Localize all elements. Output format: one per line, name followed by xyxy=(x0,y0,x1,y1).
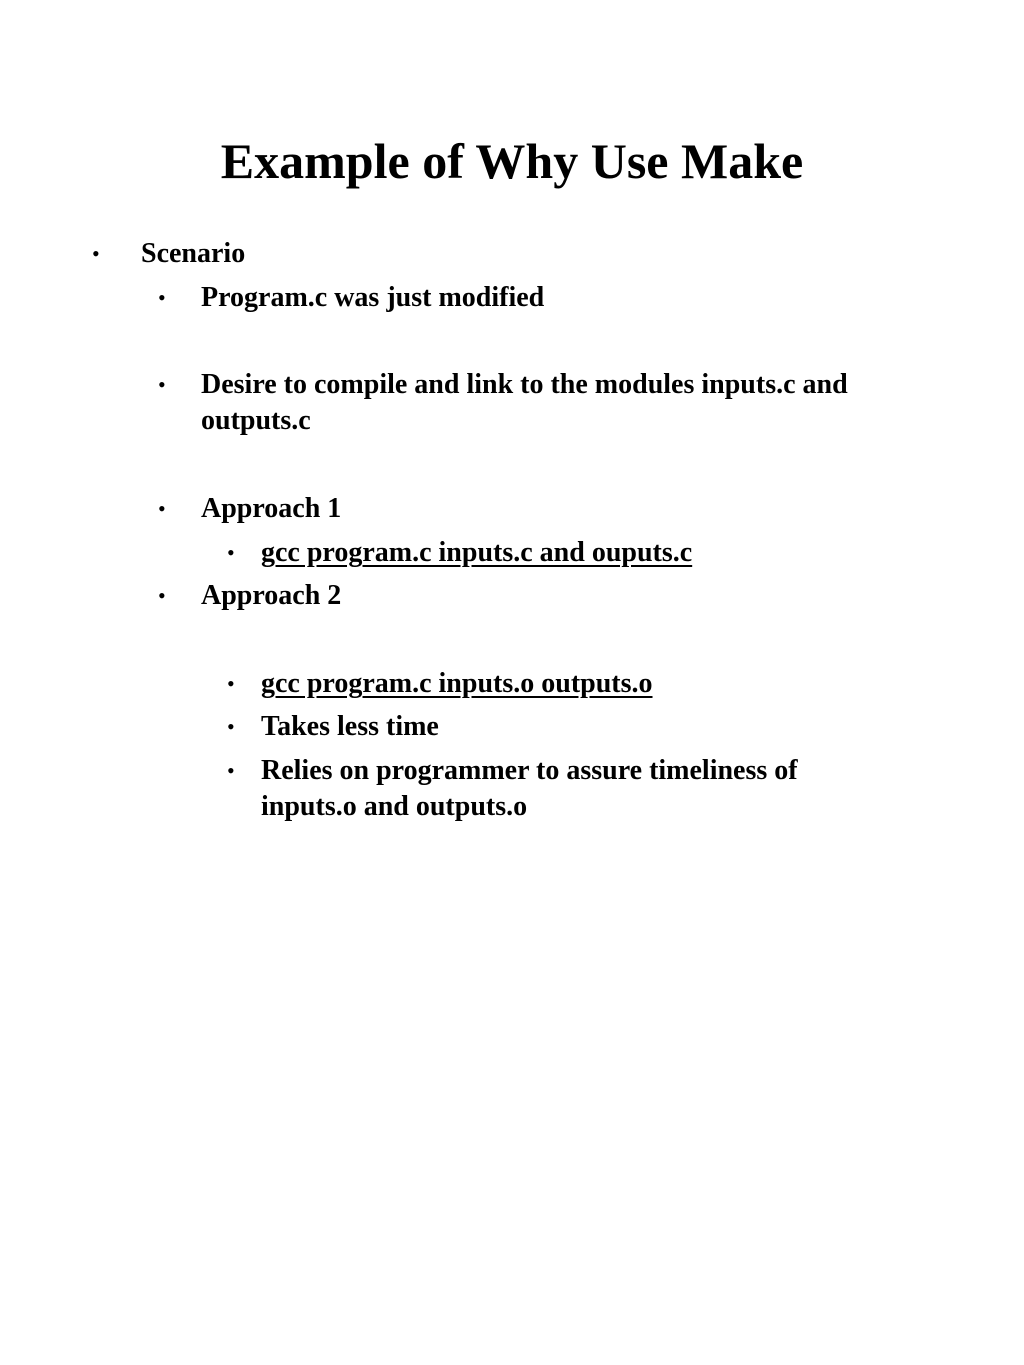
bullet-icon: • xyxy=(92,241,100,266)
bullet-icon: • xyxy=(227,671,235,696)
bullet-item-scenario: Scenario xyxy=(141,238,246,269)
bullet-icon: • xyxy=(158,583,166,608)
bullet-item-desire-compile: Desire to compile and link to the modules inputs.c and outputs.c xyxy=(201,369,848,436)
bullet-icon: • xyxy=(227,540,235,565)
bullet-item-approach-1: Approach 1 xyxy=(201,493,342,524)
bullet-icon: • xyxy=(227,714,235,739)
command-approach-1: gcc program.c inputs.c and ouputs.c xyxy=(261,537,693,568)
bullet-item-takes-less-time: Takes less time xyxy=(261,711,439,742)
bullet-icon: • xyxy=(227,758,235,783)
bullet-icon: • xyxy=(158,285,166,310)
bullet-icon: • xyxy=(158,372,166,397)
bullet-item-approach-2: Approach 2 xyxy=(201,580,342,611)
bullet-item-program-modified: Program.c was just modified xyxy=(201,282,545,313)
bullet-icon: • xyxy=(158,496,166,521)
command-approach-2: gcc program.c inputs.o outputs.o xyxy=(261,668,653,699)
bullet-item-relies-on-programmer: Relies on programmer to assure timeliness of inputs.o and outputs.o xyxy=(261,755,798,822)
slide-title: Example of Why Use Make xyxy=(220,133,804,189)
